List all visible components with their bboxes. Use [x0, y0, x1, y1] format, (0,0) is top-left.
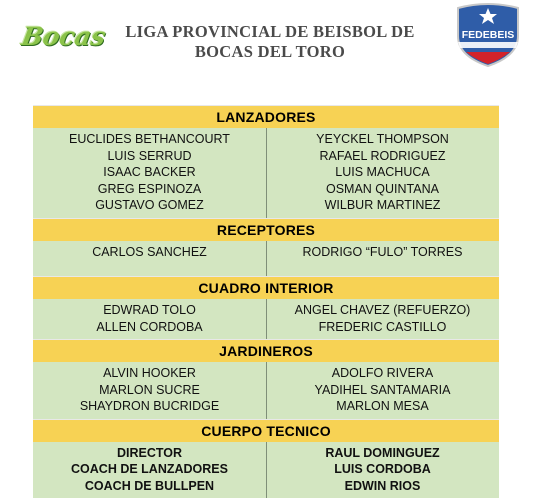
section-rows: [33, 362, 499, 419]
section-rows: [33, 128, 499, 218]
roster-cell-right: ANGEL CHAVEZ (REFUERZO): [266, 302, 499, 319]
bocas-logo: [10, 10, 102, 50]
roster-table: [33, 105, 499, 498]
roster-cell-right: RAFAEL RODRIGUEZ: [266, 148, 499, 165]
roster-row: [33, 478, 499, 495]
roster-cell-left: EUCLIDES BETHANCOURT: [33, 131, 266, 148]
roster-row: [33, 365, 499, 382]
roster-row: [33, 148, 499, 165]
fedebeis-badge-text: FEDEBEIS: [462, 29, 515, 41]
roster-cell-left: ISAAC BACKER: [33, 164, 266, 181]
roster-cell-left: GREG ESPINOZA: [33, 181, 266, 198]
roster-cell-left: EDWRAD TOLO: [33, 302, 266, 319]
roster-cell-left: SHAYDRON BUCRIDGE: [33, 398, 266, 415]
roster-row: [33, 244, 499, 261]
page-title: [100, 22, 440, 62]
roster-row: [33, 319, 499, 336]
roster-cell-right: MARLON MESA: [266, 398, 499, 415]
roster-cell-right: LUIS MACHUCA: [266, 164, 499, 181]
roster-row: [33, 164, 499, 181]
roster-cell-left: CARLOS SANCHEZ: [33, 244, 266, 261]
roster-row: [33, 181, 499, 198]
roster-cell-right: EDWIN RIOS: [266, 478, 499, 495]
section-header: CUERPO TECNICO: [33, 419, 499, 442]
fedebeis-badge-icon: [452, 2, 524, 68]
section-rows: [33, 241, 499, 277]
section-header: LANZADORES: [33, 105, 499, 128]
roster-row: [33, 445, 499, 462]
roster-row: [33, 302, 499, 319]
section-header: CUADRO INTERIOR: [33, 276, 499, 299]
title-line-1: LIGA PROVINCIAL DE BEISBOL DE: [100, 22, 440, 42]
section-rows: [33, 299, 499, 339]
roster-cell-right: FREDERIC CASTILLO: [266, 319, 499, 336]
roster-row: [33, 382, 499, 399]
roster-cell-left: ALLEN CORDOBA: [33, 319, 266, 336]
roster-cell-right: RODRIGO “FULO” TORRES: [266, 244, 499, 261]
roster-row: [33, 461, 499, 478]
section-rows: [33, 442, 499, 498]
roster-cell-left: LUIS SERRUD: [33, 148, 266, 165]
roster-cell-left: COACH DE BULLPEN: [33, 478, 266, 495]
roster-cell-right: WILBUR MARTINEZ: [266, 197, 499, 214]
roster-cell-left: GUSTAVO GOMEZ: [33, 197, 266, 214]
section-header: JARDINEROS: [33, 339, 499, 362]
roster-cell-left: COACH DE LANZADORES: [33, 461, 266, 478]
roster-cell-left: MARLON SUCRE: [33, 382, 266, 399]
roster-cell-left: DIRECTOR: [33, 445, 266, 462]
roster-cell-right: YEYCKEL THOMPSON: [266, 131, 499, 148]
roster-cell-right: OSMAN QUINTANA: [266, 181, 499, 198]
roster-cell-right: ADOLFO RIVERA: [266, 365, 499, 382]
roster-row: [33, 398, 499, 415]
roster-cell-right: RAUL DOMINGUEZ: [266, 445, 499, 462]
roster-cell-right: LUIS CORDOBA: [266, 461, 499, 478]
title-line-2: BOCAS DEL TORO: [100, 42, 440, 62]
bocas-logo-text: Bocas: [19, 22, 107, 51]
section-header: RECEPTORES: [33, 218, 499, 241]
roster-cell-right: YADIHEL SANTAMARIA: [266, 382, 499, 399]
section-spacer: [33, 260, 499, 272]
roster-cell-left: ALVIN HOOKER: [33, 365, 266, 382]
roster-row: [33, 131, 499, 148]
roster-row: [33, 197, 499, 214]
